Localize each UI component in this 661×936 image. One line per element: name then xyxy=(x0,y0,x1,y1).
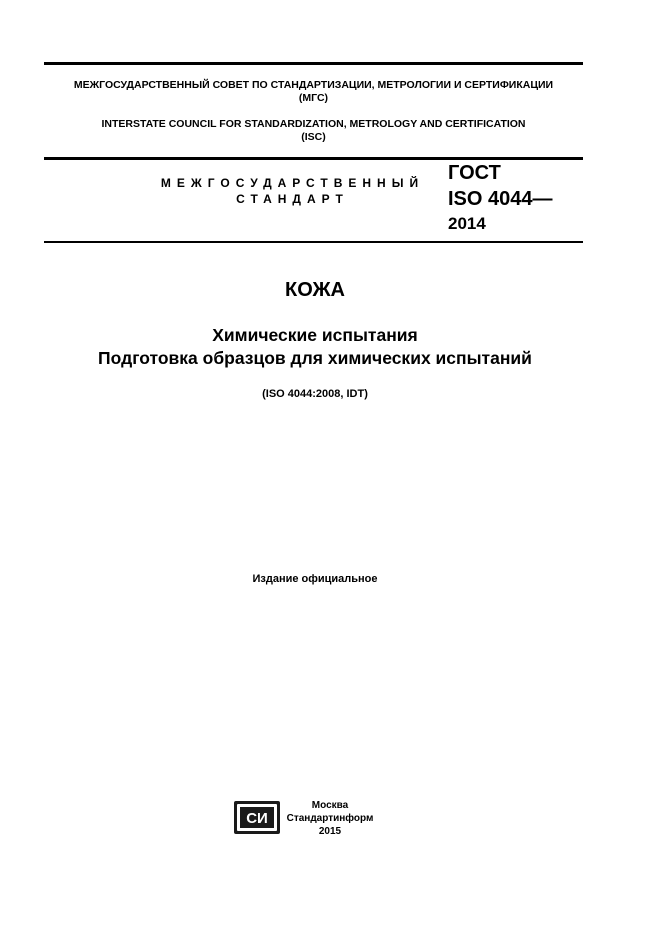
council-en-line1: INTERSTATE COUNCIL FOR STANDARDIZATION, METROLOGY AND CERTIFICATION xyxy=(101,118,526,130)
standard-type xyxy=(150,175,435,207)
publisher-year: 2015 xyxy=(318,826,342,837)
top-rule xyxy=(44,62,583,65)
council-ru-line2: (МГС) xyxy=(298,92,329,104)
document-subtitle xyxy=(0,324,630,370)
gost-designation xyxy=(448,160,553,212)
logo-letters: СИ xyxy=(246,810,268,827)
publisher-city: Москва xyxy=(311,800,349,811)
publisher-info xyxy=(282,799,378,838)
standard-type-line1: МЕЖГОСУДАРСТВЕННЫЙ xyxy=(160,176,425,190)
gost-label: ГОСТ xyxy=(448,162,501,184)
standartinform-logo-icon xyxy=(234,801,280,834)
standard-type-line2: СТАНДАРТ xyxy=(236,192,349,206)
council-en xyxy=(44,118,583,144)
council-ru xyxy=(44,79,583,105)
iso-reference: (ISO 4044:2008, IDT) xyxy=(262,388,368,400)
subtitle-line1: Химические испытания xyxy=(212,325,418,345)
council-ru-line1: МЕЖГОСУДАРСТВЕННЫЙ СОВЕТ ПО СТАНДАРТИЗАЦИИ, МЕТРОЛОГИИ И СЕРТИФИКАЦИИ xyxy=(73,79,554,91)
document-title: КОЖА xyxy=(284,279,346,301)
subtitle-line2: Подготовка образцов для химических испытаний xyxy=(98,348,532,368)
gost-number: ISO 4044— xyxy=(448,188,553,210)
edition-label: Издание официальное xyxy=(252,573,378,585)
council-en-line2: (ISC) xyxy=(301,131,326,143)
lower-rule xyxy=(44,241,583,243)
publisher-name: Стандартинформ xyxy=(286,813,374,824)
gost-year: 2014 xyxy=(448,214,486,233)
